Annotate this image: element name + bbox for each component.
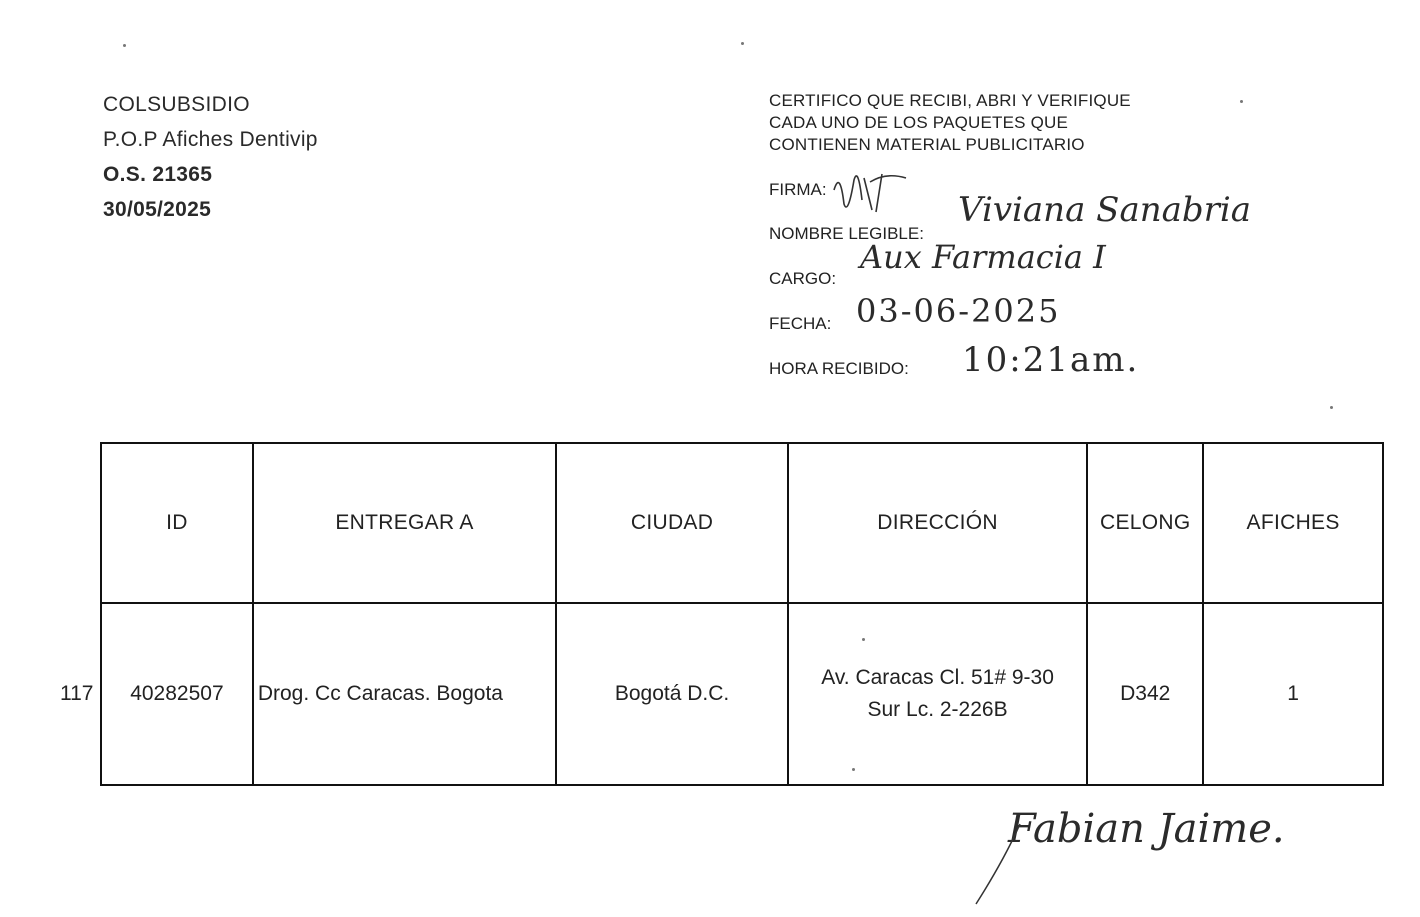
cert-line-1: CERTIFICO QUE RECIBI, ABRI Y VERIFIQUE <box>769 91 1131 110</box>
certification-text <box>769 90 1131 156</box>
cert-line-3: CONTIENEN MATERIAL PUBLICITARIO <box>769 135 1085 154</box>
scan-speck <box>1240 100 1243 103</box>
cargo-label: CARGO: <box>769 269 837 288</box>
scan-speck <box>741 42 744 45</box>
scan-speck <box>123 44 126 47</box>
cell-afiches: 1 <box>1203 603 1383 785</box>
cargo-value: Aux Farmacia I <box>860 238 1106 276</box>
fecha-value: 03-06-2025 <box>856 292 1061 330</box>
direccion-line-2: Sur Lc. 2-226B <box>867 698 1008 721</box>
column-header-id: ID <box>101 443 253 603</box>
scan-speck <box>1330 406 1333 409</box>
firma-signature <box>826 160 916 220</box>
cert-line-2: CADA UNO DE LOS PAQUETES QUE <box>769 113 1069 132</box>
cell-id: 40282507 <box>101 603 253 785</box>
column-header-celong: CELONG <box>1087 443 1203 603</box>
cell-entregar-a: Drog. Cc Caracas. Bogota <box>253 603 556 785</box>
document-date: 30/05/2025 <box>103 198 212 221</box>
company-name: COLSUBSIDIO <box>103 93 250 116</box>
cell-ciudad: Bogotá D.C. <box>556 603 788 785</box>
order-number: O.S. 21365 <box>103 163 213 186</box>
hora-value: 10:21am. <box>962 340 1140 380</box>
scan-speck <box>862 638 865 641</box>
column-header-entregar-a: ENTREGAR A <box>253 443 556 603</box>
signature-stroke <box>970 820 1030 910</box>
table-row <box>101 603 1383 785</box>
firma-label: FIRMA: <box>769 180 827 199</box>
scan-speck <box>852 768 855 771</box>
column-header-ciudad: CIUDAD <box>556 443 788 603</box>
fecha-label: FECHA: <box>769 314 832 333</box>
nombre-label: NOMBRE LEGIBLE: <box>769 224 924 243</box>
item-description: P.O.P Afiches Dentivip <box>103 128 318 151</box>
cell-direccion <box>788 603 1087 785</box>
cell-celong: D342 <box>1087 603 1203 785</box>
row-number: 117 <box>60 682 94 705</box>
nombre-value: Viviana Sanabria <box>958 190 1252 230</box>
hora-label: HORA RECIBIDO: <box>769 359 909 378</box>
footer-signature: Fabian Jaime. <box>1008 806 1285 852</box>
column-header-afiches: AFICHES <box>1203 443 1383 603</box>
column-header-direccion: DIRECCIÓN <box>788 443 1087 603</box>
table-header-row <box>101 443 1383 603</box>
delivery-table <box>100 442 1384 786</box>
header-info <box>103 92 318 232</box>
direccion-line-1: Av. Caracas Cl. 51# 9-30 <box>821 666 1054 689</box>
